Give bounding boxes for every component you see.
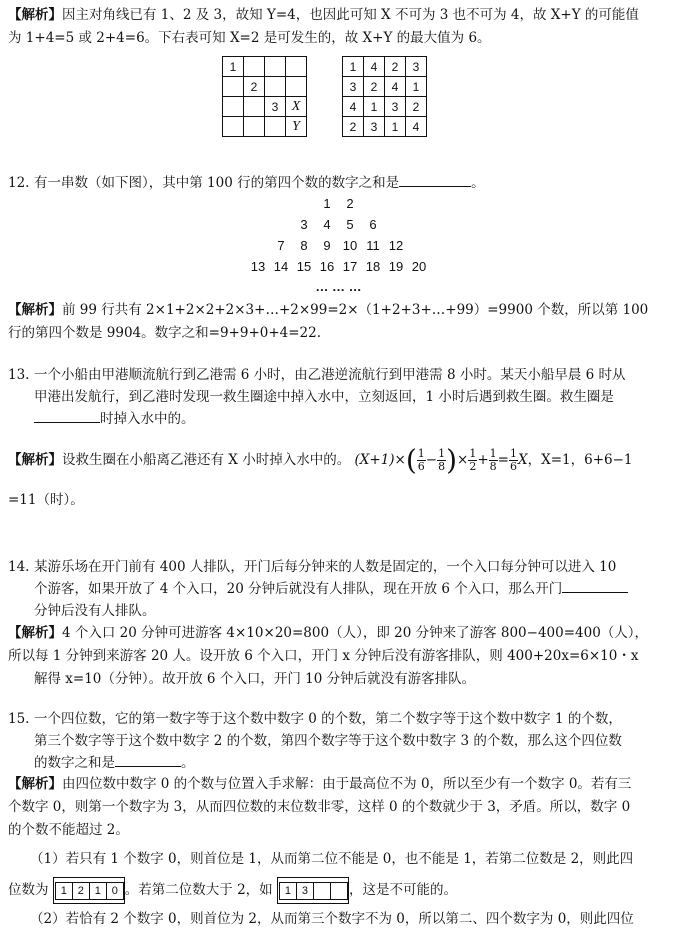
solution-line: 的个数不能超过 2。 [8, 822, 129, 838]
top-solution-line2: 为 1+4=5 或 2+4=6。下右表可知 X=2 是可发生的，故 X+Y 的最大值为 6。 [8, 30, 491, 46]
answer-blank[interactable] [562, 578, 628, 593]
grid-cell: 2 [406, 97, 427, 117]
grid-cell [244, 57, 265, 77]
answer-blank[interactable] [399, 172, 471, 187]
question-text: 的数字之和是 [34, 755, 115, 771]
grid-cell: 3 [385, 97, 406, 117]
tri-num: 7 [277, 238, 285, 253]
solution-label: 【解析】 [8, 625, 62, 641]
tri-num: 8 [300, 238, 308, 253]
grid-cell [265, 77, 286, 97]
tri-num: 19 [388, 259, 404, 274]
grid-cell [244, 97, 265, 117]
fraction: $\frac{1}{6}$ [417, 447, 425, 473]
grid-cell: 4 [364, 57, 385, 77]
grid-cell [265, 117, 286, 137]
number-triangle-row [0, 215, 677, 235]
question-text: 时掉入水中的。 [100, 411, 195, 427]
tri-num: 1 [323, 196, 331, 211]
solution-line: （1）若只有 1 个数字 0，则首位是 1，从而第二位不能是 0，也不能是 1，若第二位数是 2，则此四 [30, 851, 634, 867]
answer-blank[interactable] [34, 408, 100, 423]
tri-num: 9 [323, 238, 331, 253]
question-number: 14. [8, 559, 30, 575]
grid-cell: 1 [364, 97, 385, 117]
question-14 [8, 556, 663, 622]
ellipsis-row: … … … [315, 279, 362, 294]
grid-cell: Y [286, 117, 307, 137]
solution-label: 【解析】 [8, 452, 62, 468]
q12-solution [8, 299, 663, 345]
solution-line: 行的第四个数是 9904。数字之和=9+9+0+4=22. [8, 325, 322, 341]
solution-label: 【解析】 [8, 7, 62, 23]
digit-boxes-13 [277, 877, 349, 904]
grid-cell: 2 [364, 77, 385, 97]
q13-solution: 【解析】设救生圈在小船离乙港还有 X 小时掉入水中的。 (X+1)×( $\frac{1}{6}$ − $\frac{1}{8}$ )× $\frac{1}{2}$ + $\frac{1}{8}$ = $\frac{1}{6}$ X，X=1，6+6−1 [8, 443, 633, 477]
grid-cell: 2 [244, 77, 265, 97]
question-text: 一个小船由甲港顺流航行到乙港需 6 小时，由乙港逆流航行到甲港需 8 小时。某天小船早晨 6 时从 [34, 367, 626, 383]
grid-cell [286, 57, 307, 77]
grid-cell: 1 [406, 77, 427, 97]
tri-num: 16 [319, 259, 335, 274]
solution-line: 由四位数中数字 0 的个数与位置入手求解：由于最高位不为 0，所以至少有一个数字 0。若有三 [62, 776, 632, 792]
number-triangle-row [0, 194, 677, 214]
grid-cell: 2 [343, 117, 364, 137]
grid-cell: 2 [385, 57, 406, 77]
q14-solution [8, 622, 663, 691]
grid-cell: 4 [385, 77, 406, 97]
tri-num: 11 [366, 238, 380, 253]
tri-num: 12 [388, 238, 404, 253]
digit-box: 1 [55, 882, 73, 900]
grid-cell: 4 [343, 97, 364, 117]
grid-cell [265, 57, 286, 77]
grid-cell: 3 [364, 117, 385, 137]
q15-solution [8, 773, 663, 931]
solution-line: =11（时）。 [8, 492, 84, 508]
grid-cell: 3 [406, 57, 427, 77]
tri-num: 15 [296, 259, 312, 274]
solution-line: 所以每 1 分钟到来游客 20 人。设开放 6 个入口，开门 x 分钟后没有游客排队，则 400+20x=6×10・x [8, 648, 639, 664]
tri-num: 5 [346, 217, 354, 232]
solution-label: 【解析】 [8, 302, 62, 318]
question-15 [8, 708, 663, 774]
grid-cell [244, 117, 265, 137]
question-number: 15. [8, 711, 30, 727]
top-solution [8, 4, 663, 50]
fraction: $\frac{1}{6}$ [509, 447, 517, 473]
solution-line: （2）若恰有 2 个数字 0，则首位为 2，从而第三个数字不为 0，所以第二、四个数字为 0，则此四位 [30, 911, 634, 927]
grid-cell [223, 77, 244, 97]
number-triangle-row [0, 236, 677, 256]
question-text: 某游乐场在开门前有 400 人排队，开门后每分钟来的人数是固定的，一个入口每分钟可以进入 10 [34, 559, 617, 575]
solution-line: 设救生圈在小船离乙港还有 X 小时掉入水中的。 [62, 452, 351, 468]
digit-box [330, 882, 348, 900]
answer-blank[interactable] [115, 752, 181, 767]
grid-cell [223, 117, 244, 137]
question-text: 个游客，如果开放了 4 个入口，20 分钟后就没有人排队，现在开放 6 个入口，那么开门 [34, 581, 563, 597]
fraction: $\frac{1}{2}$ [469, 447, 477, 473]
tri-num: 20 [411, 259, 427, 274]
grid-cell: 1 [223, 57, 244, 77]
tri-num: 13 [250, 259, 266, 274]
solution-line: 4 个入口 20 分钟可进游客 4×10×20=800（人），即 20 分钟来了游客 800−400=400（人）， [62, 625, 649, 641]
tri-num: 14 [273, 259, 289, 274]
solution-line: 个数字 0，则第一个数字为 3，从而四位数的末位数非零，这样 0 的个数就少于 3，矛盾。所以，数字 0 [8, 799, 631, 815]
number-triangle-row [0, 257, 677, 277]
solution-line: 位数为 [8, 882, 49, 898]
grid-cell: 3 [265, 97, 286, 117]
question-text: 甲港出发航行，到乙港时发现一救生圈途中掉入水中，立刻返回，1 小时后遇到救生圈。救生圈是 [34, 389, 614, 405]
tri-num: 18 [365, 259, 381, 274]
solution-line: 解得 x=10（分钟）。故开放 6 个入口，开门 10 分钟后就没有游客排队。 [34, 671, 476, 687]
solution-line: 前 99 行共有 2×1+2×2+2×3+…+2×99=2×（1+2+3+…+99）=9900 个数，所以第 100 [62, 302, 649, 318]
grid-cell: 3 [343, 77, 364, 97]
fraction: $\frac{1}{8}$ [438, 447, 446, 473]
question-end: 。 [181, 755, 195, 771]
right-grid [342, 56, 427, 137]
formula: (X+1)× [354, 452, 406, 468]
solution-label: 【解析】 [8, 776, 62, 792]
grid-cell: 1 [385, 117, 406, 137]
digit-box: 1 [279, 882, 297, 900]
tri-num: 2 [346, 196, 354, 211]
tri-num: 4 [323, 217, 331, 232]
grid-cell: X [286, 97, 307, 117]
digit-boxes-1210 [53, 877, 125, 904]
digit-box: 3 [296, 882, 314, 900]
top-solution-line1: 因主对角线已有 1、2 及 3，故知 Y=4，也因此可知 X 不可为 3 也不可为 4，故 X+Y 的可能值 [62, 7, 639, 23]
grid-cell [223, 97, 244, 117]
question-text: 有一串数（如下图），其中第 100 行的第四个数的数字之和是 [34, 175, 400, 191]
grid-cell: 1 [343, 57, 364, 77]
digit-box: 1 [89, 882, 107, 900]
grid-cell [286, 77, 307, 97]
solution-line: ，X=1，6+6−1 [527, 452, 633, 468]
tri-num: 17 [342, 259, 358, 274]
tri-num: 3 [300, 217, 308, 232]
question-number: 13. [8, 367, 30, 383]
question-end: 。 [471, 175, 485, 191]
digit-box: 0 [106, 882, 124, 900]
question-text: 分钟后没有人排队。 [34, 603, 156, 619]
fraction: $\frac{1}{8}$ [489, 447, 497, 473]
digit-box [313, 882, 331, 900]
grid-cell: 4 [406, 117, 427, 137]
solution-line: 。若第二位数大于 2，如 [124, 882, 273, 898]
question-13 [8, 364, 663, 430]
question-text: 第三个数字等于这个数中数字 2 的个数，第四个数字等于这个数中数字 3 的个数，那么这个四位数 [34, 733, 622, 749]
question-12 [8, 172, 663, 194]
tri-num: 10 [342, 238, 358, 253]
digit-box: 2 [72, 882, 90, 900]
tri-num: 6 [369, 217, 377, 232]
solution-line: ，这是不可能的。 [348, 882, 457, 898]
left-grid [222, 56, 307, 137]
question-text: 一个四位数，它的第一数字等于这个数中数字 0 的个数，第二个数字等于这个数中数字 1 的个数， [34, 711, 622, 727]
question-number: 12. [8, 175, 30, 191]
